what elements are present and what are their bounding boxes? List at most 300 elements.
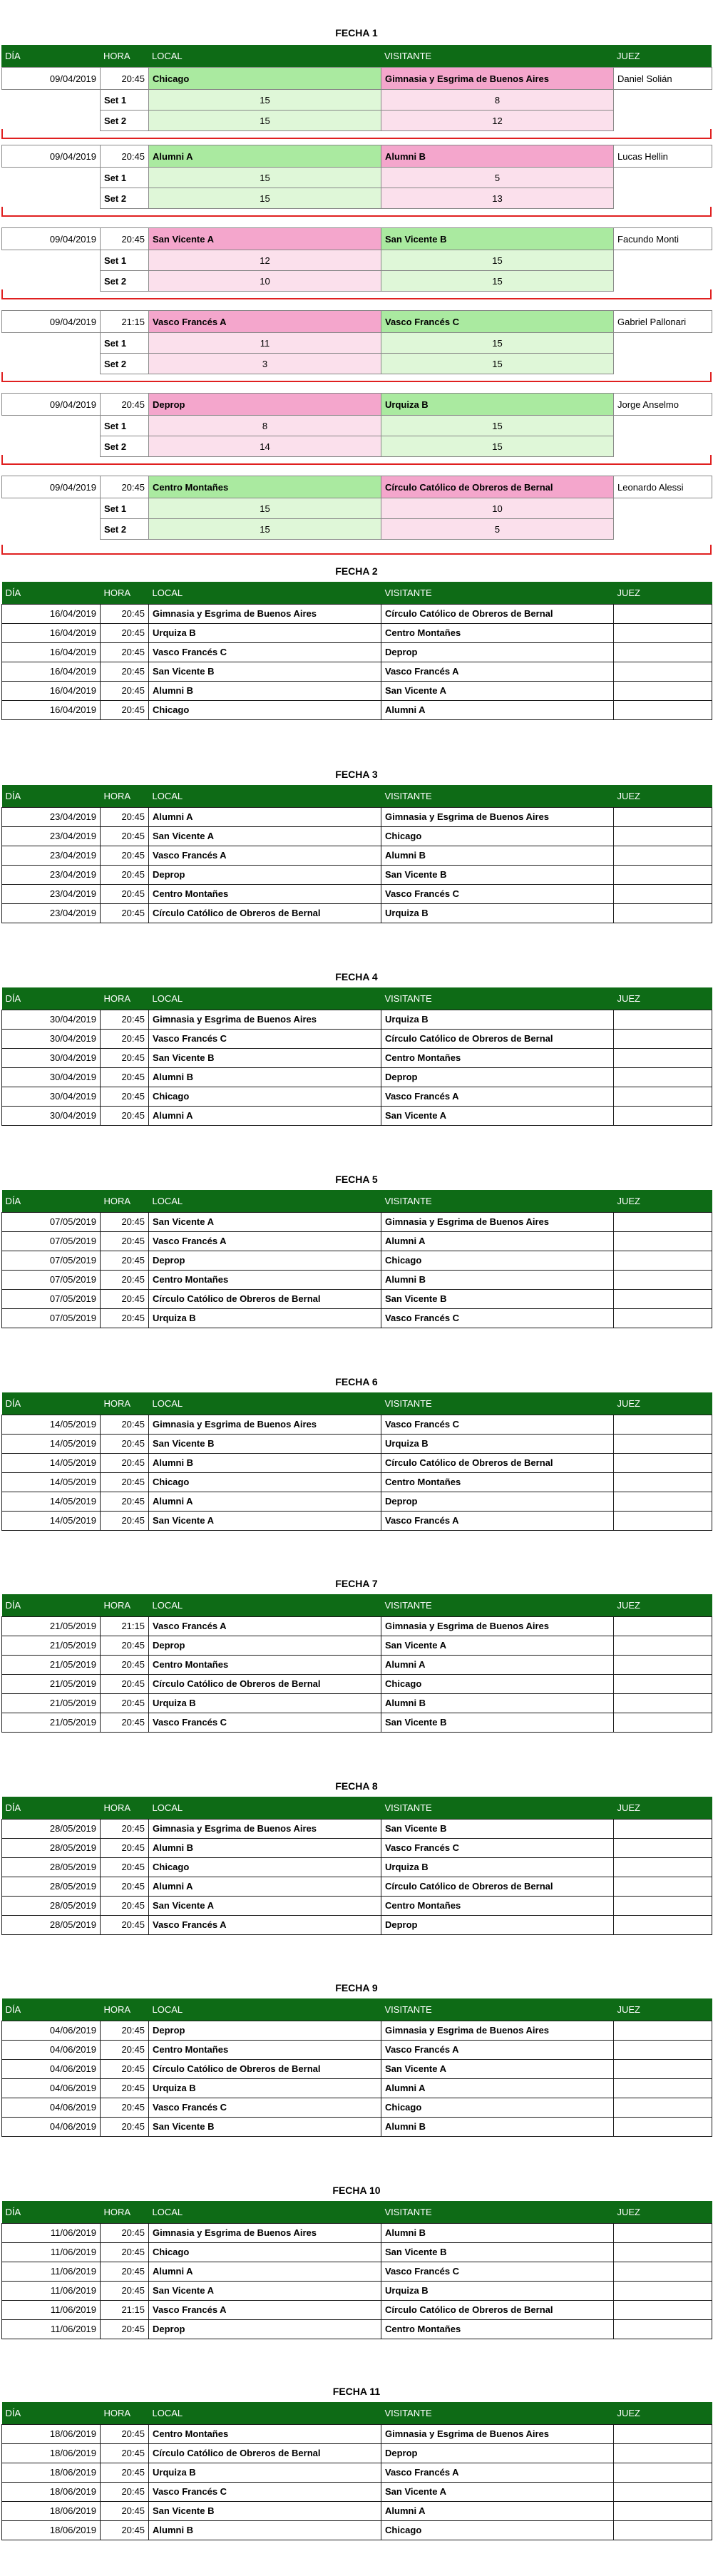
separator-tick [1, 372, 3, 382]
fixture-local: Alumni A [149, 1492, 381, 1511]
set-score-local: 15 [149, 90, 381, 111]
fixture-juez [614, 1308, 712, 1328]
fixture-time: 20:45 [101, 2443, 149, 2463]
header-hora: HORA [101, 582, 149, 604]
fixture-date: 28/05/2019 [2, 1838, 101, 1857]
fixture-visitante: Chicago [381, 2520, 614, 2540]
fixture-visitante: Alumni B [381, 2117, 614, 2136]
fixture-juez [614, 1048, 712, 1067]
fixture-time: 20:45 [101, 2482, 149, 2501]
fixture-date: 28/05/2019 [2, 1896, 101, 1915]
fixture-visitante: San Vicente A [381, 681, 614, 700]
fixture-time: 20:45 [101, 884, 149, 903]
fixture-visitante: Círculo Católico de Obreros de Bernal [381, 2300, 614, 2319]
fixture-visitante: Vasco Francés A [381, 1511, 614, 1530]
match-block [1, 393, 712, 457]
fixture-visitante: Centro Montañes [381, 1896, 614, 1915]
fixture-juez [614, 2098, 712, 2117]
fixture-time: 20:45 [101, 1289, 149, 1308]
header-local: LOCAL [149, 2201, 381, 2223]
header-juez: JUEZ [614, 582, 712, 604]
fixture-local: Círculo Católico de Obreros de Bernal [149, 903, 381, 923]
fixture-juez [614, 826, 712, 846]
fixture-time: 20:45 [101, 1857, 149, 1877]
set-row [2, 416, 712, 436]
fixture-juez [614, 662, 712, 681]
set-label: Set 1 [101, 250, 149, 271]
fixture-date: 04/06/2019 [2, 2117, 101, 2136]
fixture-time: 20:45 [101, 2520, 149, 2540]
set-score-local: 15 [149, 188, 381, 209]
fixture-table [1, 1998, 712, 2137]
fixture-date: 11/06/2019 [2, 2262, 101, 2281]
fixture-local: Urquiza B [149, 2078, 381, 2098]
fixture-date: 21/05/2019 [2, 1616, 101, 1636]
header-row [2, 1392, 712, 1415]
fixture-date: 16/04/2019 [2, 681, 101, 700]
fixture-date: 28/05/2019 [2, 1877, 101, 1896]
separator-tick [1, 455, 3, 465]
fixture-row [2, 903, 712, 923]
fixture-row [2, 604, 712, 623]
fecha-title: FECHA 5 [335, 1174, 378, 1185]
fixture-row [2, 2021, 712, 2040]
fixture-local: Alumni B [149, 1838, 381, 1857]
fixture-row [2, 1087, 712, 1106]
fixture-visitante: Centro Montañes [381, 2319, 614, 2339]
fixture-local: Círculo Católico de Obreros de Bernal [149, 1289, 381, 1308]
header-juez: JUEZ [614, 1392, 712, 1415]
fixture-time: 20:45 [101, 1270, 149, 1289]
fixture-local: Centro Montañes [149, 2040, 381, 2059]
set-score-visitante: 15 [381, 271, 614, 292]
match-time: 21:15 [101, 311, 149, 333]
fixture-date: 07/05/2019 [2, 1231, 101, 1251]
fixture-time: 20:45 [101, 604, 149, 623]
fixture-date: 04/06/2019 [2, 2059, 101, 2078]
set-label: Set 2 [101, 354, 149, 374]
fixture-visitante: San Vicente B [381, 2242, 614, 2262]
fixture-local: Vasco Francés A [149, 846, 381, 865]
fecha-title: FECHA 1 [335, 27, 378, 39]
fixture-local: Deprop [149, 1251, 381, 1270]
fixture-local: Deprop [149, 1636, 381, 1655]
fixture-local: San Vicente B [149, 2117, 381, 2136]
match-date: 09/04/2019 [2, 476, 101, 498]
fixture-date: 30/04/2019 [2, 1029, 101, 1048]
fecha-title: FECHA 2 [335, 565, 378, 577]
set-label: Set 2 [101, 436, 149, 457]
fixture-row [2, 681, 712, 700]
fixture-date: 28/05/2019 [2, 1915, 101, 1934]
fixture-date: 04/06/2019 [2, 2098, 101, 2117]
fixture-row [2, 662, 712, 681]
match-time: 20:45 [101, 68, 149, 90]
fixture-row [2, 1896, 712, 1915]
fixture-local: Deprop [149, 2319, 381, 2339]
fixture-local: Vasco Francés A [149, 1231, 381, 1251]
fixture-visitante: Centro Montañes [381, 1048, 614, 1067]
fixture-row [2, 1616, 712, 1636]
match-block [1, 476, 712, 540]
header-hora: HORA [101, 1998, 149, 2021]
fixture-time: 20:45 [101, 1915, 149, 1934]
fixture-juez [614, 1915, 712, 1934]
set-label: Set 2 [101, 111, 149, 131]
fixture-visitante: Alumni B [381, 1693, 614, 1713]
fixture-date: 23/04/2019 [2, 826, 101, 846]
fixture-time: 20:45 [101, 846, 149, 865]
match-local: Chicago [149, 68, 381, 90]
match-block [1, 67, 712, 131]
fixture-local: Chicago [149, 1087, 381, 1106]
fixture-date: 18/06/2019 [2, 2482, 101, 2501]
fixture-local: Alumni B [149, 1453, 381, 1472]
fixture-row [2, 1877, 712, 1896]
fixture-time: 20:45 [101, 662, 149, 681]
header-dia: DÍA [2, 785, 101, 807]
set-label: Set 1 [101, 416, 149, 436]
fixture-time: 20:45 [101, 826, 149, 846]
fixture-juez [614, 1511, 712, 1530]
fixture-juez [614, 604, 712, 623]
fixture-juez [614, 2424, 712, 2443]
fixture-juez [614, 1693, 712, 1713]
fixture-juez [614, 846, 712, 865]
header-hora: HORA [101, 987, 149, 1010]
set-row [2, 90, 712, 111]
match-block [1, 227, 712, 292]
header-hora: HORA [101, 1190, 149, 1212]
match-block [1, 310, 712, 374]
fixture-row [2, 1029, 712, 1048]
header-local: LOCAL [149, 2402, 381, 2424]
fixture-row [2, 700, 712, 719]
fixture-row [2, 807, 712, 826]
header-visitante: VISITANTE [381, 785, 614, 807]
fixture-local: Centro Montañes [149, 884, 381, 903]
fixture-visitante: Gimnasia y Esgrima de Buenos Aires [381, 2424, 614, 2443]
fixture-date: 23/04/2019 [2, 846, 101, 865]
fixture-row [2, 2281, 712, 2300]
fixture-visitante: Vasco Francés C [381, 2262, 614, 2281]
fixture-row [2, 1308, 712, 1328]
fixture-local: San Vicente A [149, 2281, 381, 2300]
fixture-row [2, 1838, 712, 1857]
fecha-title: FECHA 9 [335, 1982, 378, 1993]
fixture-row [2, 2223, 712, 2242]
separator-tick [710, 545, 712, 555]
fixture-table [1, 2201, 712, 2339]
header-local: LOCAL [149, 1998, 381, 2021]
fixture-juez [614, 623, 712, 642]
fixture-juez [614, 1212, 712, 1231]
header-hora: HORA [101, 785, 149, 807]
fixture-row [2, 1434, 712, 1453]
set-score-local: 3 [149, 354, 381, 374]
fixture-local: Chicago [149, 2242, 381, 2262]
fixture-visitante: Urquiza B [381, 2281, 614, 2300]
fixture-row [2, 1655, 712, 1674]
header-juez: JUEZ [614, 1594, 712, 1616]
header-juez: JUEZ [614, 1190, 712, 1212]
fixture-row [2, 1674, 712, 1693]
fixture-row [2, 2300, 712, 2319]
fixture-table [1, 2402, 712, 2540]
fixture-time: 20:45 [101, 1693, 149, 1713]
fixture-row [2, 884, 712, 903]
fixture-row [2, 1636, 712, 1655]
fecha-title: FECHA 4 [335, 971, 378, 982]
match-visitante: Alumni B [381, 145, 614, 168]
fixture-time: 20:45 [101, 903, 149, 923]
fixture-row [2, 1472, 712, 1492]
match-visitante: Urquiza B [381, 394, 614, 416]
set-score-visitante: 12 [381, 111, 614, 131]
fixture-visitante: Círculo Católico de Obreros de Bernal [381, 1453, 614, 1472]
set-row [2, 519, 712, 540]
fixture-local: San Vicente B [149, 1048, 381, 1067]
fixture-local: Vasco Francés C [149, 1713, 381, 1732]
match-local: San Vicente A [149, 228, 381, 250]
set-score-local: 10 [149, 271, 381, 292]
fixture-juez [614, 2463, 712, 2482]
fixture-row [2, 1251, 712, 1270]
fixture-date: 23/04/2019 [2, 807, 101, 826]
fixture-time: 20:45 [101, 1087, 149, 1106]
fixture-time: 20:45 [101, 1048, 149, 1067]
set-label: Set 2 [101, 188, 149, 209]
set-score-visitante: 15 [381, 436, 614, 457]
fixture-row [2, 2078, 712, 2098]
set-score-visitante: 5 [381, 519, 614, 540]
fixture-date: 18/06/2019 [2, 2424, 101, 2443]
fixture-time: 20:45 [101, 1231, 149, 1251]
fixture-local: Alumni B [149, 2520, 381, 2540]
fixture-local: Deprop [149, 865, 381, 884]
fixture-date: 21/05/2019 [2, 1713, 101, 1732]
fixture-juez [614, 1877, 712, 1896]
fixture-time: 20:45 [101, 700, 149, 719]
fixture-date: 14/05/2019 [2, 1472, 101, 1492]
header-row [2, 2201, 712, 2223]
fixture-local: San Vicente A [149, 1511, 381, 1530]
fixture-visitante: Círculo Católico de Obreros de Bernal [381, 604, 614, 623]
match-date: 09/04/2019 [2, 68, 101, 90]
fixture-time: 20:45 [101, 1106, 149, 1125]
fixture-local: Urquiza B [149, 2463, 381, 2482]
fixture-date: 18/06/2019 [2, 2501, 101, 2520]
fixture-visitante: Chicago [381, 826, 614, 846]
header-visitante: VISITANTE [381, 2402, 614, 2424]
fixture-time: 20:45 [101, 2262, 149, 2281]
header-dia: DÍA [1, 45, 100, 67]
fecha1-results-table [1, 45, 712, 67]
fixture-time: 21:15 [101, 2300, 149, 2319]
fixture-row [2, 2501, 712, 2520]
fixture-time: 20:45 [101, 1877, 149, 1896]
fixture-visitante: Alumni B [381, 1270, 614, 1289]
fixture-time: 20:45 [101, 1674, 149, 1693]
header-row [2, 987, 712, 1010]
fecha-title: FECHA 8 [335, 1780, 378, 1792]
fixture-juez [614, 1434, 712, 1453]
fixture-row [2, 1048, 712, 1067]
header-dia: DÍA [2, 987, 101, 1010]
set-row [2, 111, 712, 131]
fixture-juez [614, 1029, 712, 1048]
fixture-local: Gimnasia y Esgrima de Buenos Aires [149, 604, 381, 623]
fixture-local: Círculo Católico de Obreros de Bernal [149, 1674, 381, 1693]
fixture-local: Alumni A [149, 1877, 381, 1896]
match-separator [1, 463, 712, 465]
header-local: LOCAL [149, 1594, 381, 1616]
fixture-local: Urquiza B [149, 1308, 381, 1328]
header-hora: HORA [100, 45, 148, 67]
match-local: Alumni A [149, 145, 381, 168]
fixture-time: 20:45 [101, 1251, 149, 1270]
fixture-juez [614, 1896, 712, 1915]
fixture-date: 16/04/2019 [2, 700, 101, 719]
set-score-visitante: 13 [381, 188, 614, 209]
header-juez: JUEZ [614, 785, 712, 807]
fixture-table [1, 987, 712, 1126]
fixture-visitante: Deprop [381, 2443, 614, 2463]
match-visitante: Vasco Francés C [381, 311, 614, 333]
fixture-juez [614, 903, 712, 923]
set-row [2, 354, 712, 374]
fixture-date: 28/05/2019 [2, 1819, 101, 1838]
set-row [2, 188, 712, 209]
fixture-time: 20:45 [101, 807, 149, 826]
set-score-local: 14 [149, 436, 381, 457]
header-dia: DÍA [2, 1392, 101, 1415]
fixture-row [2, 2117, 712, 2136]
fixture-juez [614, 1010, 712, 1029]
fixture-juez [614, 2501, 712, 2520]
fixture-row [2, 623, 712, 642]
fixture-visitante: Deprop [381, 1915, 614, 1934]
header-juez: JUEZ [614, 1998, 712, 2021]
fixture-time: 20:45 [101, 1492, 149, 1511]
fixture-local: Alumni B [149, 681, 381, 700]
fixture-juez [614, 2300, 712, 2319]
set-score-local: 11 [149, 333, 381, 354]
fixture-time: 20:45 [101, 2501, 149, 2520]
fixture-local: Centro Montañes [149, 1655, 381, 1674]
fixture-row [2, 1511, 712, 1530]
fixture-table [1, 1392, 712, 1531]
fixture-time: 20:45 [101, 1636, 149, 1655]
fixture-juez [614, 642, 712, 662]
match-juez: Gabriel Pallonari [614, 311, 712, 333]
fixture-visitante: Vasco Francés C [381, 1415, 614, 1434]
fixture-local: San Vicente B [149, 662, 381, 681]
fixture-time: 20:45 [101, 2040, 149, 2059]
match-row [2, 394, 712, 416]
match-juez: Lucas Hellin [614, 145, 712, 168]
fixture-visitante: San Vicente A [381, 1636, 614, 1655]
fixture-juez [614, 1289, 712, 1308]
fixture-visitante: San Vicente B [381, 1713, 614, 1732]
header-row [2, 1190, 712, 1212]
separator-tick [710, 372, 712, 382]
separator-tick [1, 129, 3, 139]
fixture-visitante: Círculo Católico de Obreros de Bernal [381, 1029, 614, 1048]
fixture-date: 30/04/2019 [2, 1087, 101, 1106]
set-score-local: 12 [149, 250, 381, 271]
match-row [2, 476, 712, 498]
fixture-date: 18/06/2019 [2, 2520, 101, 2540]
set-label: Set 2 [101, 519, 149, 540]
fixture-time: 20:45 [101, 1713, 149, 1732]
fixture-local: Círculo Católico de Obreros de Bernal [149, 2059, 381, 2078]
header-visitante: VISITANTE [381, 1190, 614, 1212]
fixture-time: 20:45 [101, 1819, 149, 1838]
match-separator [1, 553, 712, 555]
fixture-row [2, 2443, 712, 2463]
header-dia: DÍA [2, 2201, 101, 2223]
fixture-visitante: Alumni B [381, 846, 614, 865]
fixture-visitante: Vasco Francés A [381, 2040, 614, 2059]
fixture-local: Alumni A [149, 807, 381, 826]
fixture-juez [614, 1655, 712, 1674]
fixture-time: 21:15 [101, 1616, 149, 1636]
fixture-time: 20:45 [101, 1511, 149, 1530]
fixture-date: 18/06/2019 [2, 2463, 101, 2482]
set-score-visitante: 10 [381, 498, 614, 519]
separator-tick [710, 129, 712, 139]
fixture-juez [614, 1636, 712, 1655]
match-time: 20:45 [101, 145, 149, 168]
header-dia: DÍA [2, 1998, 101, 2021]
fixture-row [2, 1453, 712, 1472]
fixture-visitante: Centro Montañes [381, 1472, 614, 1492]
fixture-visitante: San Vicente B [381, 1289, 614, 1308]
fixture-date: 16/04/2019 [2, 642, 101, 662]
fixture-local: Vasco Francés A [149, 1616, 381, 1636]
header-dia: DÍA [2, 1594, 101, 1616]
fixture-row [2, 1270, 712, 1289]
fixture-juez [614, 2117, 712, 2136]
fixture-visitante: Vasco Francés A [381, 662, 614, 681]
set-score-visitante: 15 [381, 250, 614, 271]
fixture-time: 20:45 [101, 681, 149, 700]
match-juez: Daniel Solián [614, 68, 712, 90]
fixture-time: 20:45 [101, 1067, 149, 1087]
match-separator [1, 138, 712, 139]
fixture-row [2, 2098, 712, 2117]
fixture-date: 07/05/2019 [2, 1270, 101, 1289]
fixture-juez [614, 1713, 712, 1732]
fixture-date: 14/05/2019 [2, 1453, 101, 1472]
fixture-visitante: Gimnasia y Esgrima de Buenos Aires [381, 1616, 614, 1636]
fixture-juez [614, 1231, 712, 1251]
fixture-table [1, 1190, 712, 1328]
fixture-local: Vasco Francés A [149, 2300, 381, 2319]
header-row [1, 45, 712, 67]
fixture-juez [614, 2078, 712, 2098]
fixture-row [2, 1693, 712, 1713]
fixture-date: 30/04/2019 [2, 1048, 101, 1067]
fixture-time: 20:45 [101, 865, 149, 884]
fixture-row [2, 1106, 712, 1125]
fixture-local: Vasco Francés A [149, 1915, 381, 1934]
fixture-local: Chicago [149, 1857, 381, 1877]
fixture-row [2, 1010, 712, 1029]
fixture-date: 07/05/2019 [2, 1251, 101, 1270]
header-local: LOCAL [149, 1392, 381, 1415]
